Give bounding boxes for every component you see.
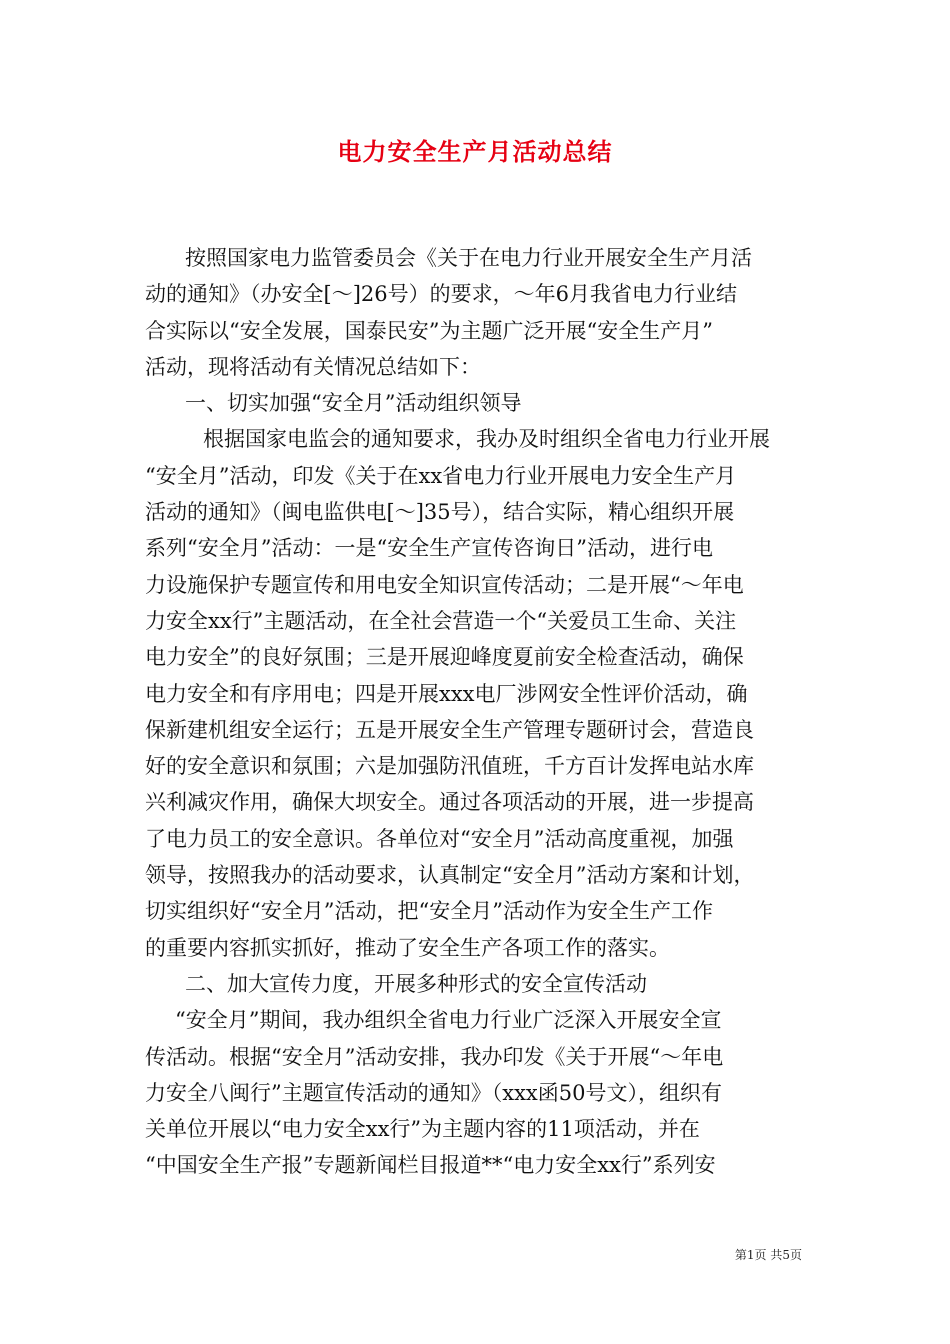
paragraph-line: 力安全xx行”主题活动，在全社会营造一个“关爱员工生命、关注 [145,608,737,633]
paragraph-line: 合实际以“安全发展，国泰民安”为主题广泛开展“安全生产月” [145,318,713,343]
document-body [145,240,810,1184]
paragraph-line: 切实组织好“安全月”活动，把“安全月”活动作为安全生产工作 [145,899,713,924]
paragraph-line: 活动的通知》（闽电监供电[～]35号），结合实际，精心组织开展 [145,500,735,525]
paragraph-line: 好的安全意识和氛围；六是加强防汛值班，千方百计发挥电站水库 [145,754,754,779]
paragraph-line: “安全月”期间，我办组织全省电力行业广泛深入开展安全宣 [175,1008,722,1033]
paragraph-line: 电力安全和有序用电；四是开展xxx电厂涉网安全性评价活动，确 [145,681,748,706]
paragraph-line: 按照国家电力监管委员会《关于在电力行业开展安全生产月活 [185,246,752,270]
paragraph-line: 兴利减灾作用，确保大坝安全。通过各项活动的开展，进一步提高 [145,790,754,815]
paragraph-line: 力安全八闽行”主题宣传活动的通知》（xxx函50号文），组织有 [145,1080,722,1105]
paragraph-line: 力设施保护专题宣传和用电安全知识宣传活动；二是开展“～年电 [145,572,744,597]
section-heading: 一、切实加强“安全月”活动组织领导 [185,391,522,416]
document-title: 电力安全生产月活动总结 [337,138,613,166]
paragraph-line: 传活动。根据“安全月”活动安排，我办印发《关于开展“～年电 [145,1044,724,1069]
paragraph-line: 保新建机组安全运行；五是开展安全生产管理专题研讨会，营造良 [145,717,754,742]
paragraph-line: 了电力员工的安全意识。各单位对“安全月”活动高度重视，加强 [145,826,734,851]
paragraph-line: 活动，现将活动有关情况总结如下： [145,354,481,379]
page-number: 第1页 共5页 [734,1248,802,1262]
paragraph-line: 关单位开展以“电力安全xx行”为主题内容的11项活动，并在 [145,1117,700,1142]
paragraph-line: 的重要内容抓实抓好，推动了安全生产各项工作的落实。 [145,935,670,960]
paragraph-line: 动的通知》（办安全[～]26号）的要求，～年6月我省电力行业结 [145,282,737,307]
section-heading: 二、加大宣传力度，开展多种形式的安全宣传活动 [185,971,647,996]
paragraph-line: “中国安全生产报”专题新闻栏目报道**“电力安全xx行”系列安 [145,1153,716,1178]
paragraph-line: 系列“安全月”活动：一是“安全生产宣传咨询日”活动，进行电 [145,536,713,561]
paragraph-line: 电力安全”的良好氛围；三是开展迎峰度夏前安全检查活动，确保 [145,645,744,670]
paragraph-line: 根据国家电监会的通知要求，我办及时组织全省电力行业开展 [203,427,770,452]
paragraph-line: “安全月”活动，印发《关于在xx省电力行业开展电力安全生产月 [145,463,737,488]
paragraph-line: 领导，按照我办的活动要求，认真制定“安全月”活动方案和计划， [145,863,755,888]
